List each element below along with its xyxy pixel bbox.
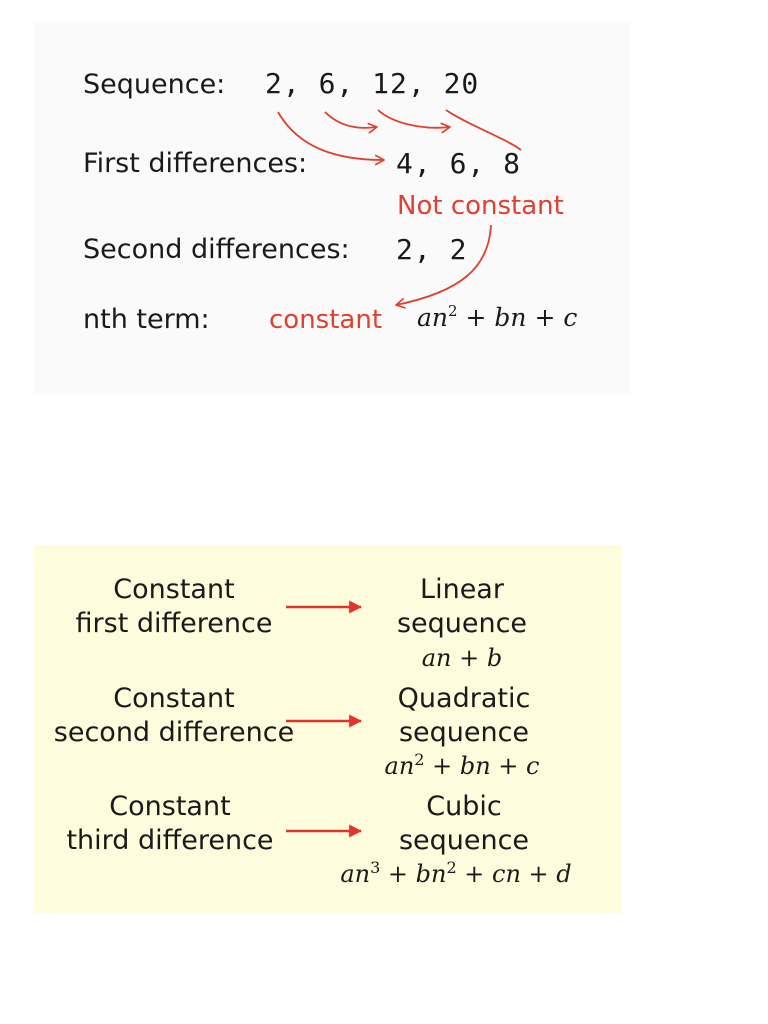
rule-formula-cubic: $an^3 + bn^2$ + cn + d	[340, 858, 572, 888]
rule-condition-second: Constant second difference	[53, 683, 295, 748]
nth-term-label: nth term:	[83, 304, 210, 335]
second-differences-label: Second differences:	[83, 234, 350, 265]
sequence-values: 2, 6, 12, 20	[265, 67, 480, 100]
rule-result-cubic: Cubic sequence	[398, 791, 530, 856]
first-differences-label: First differences:	[83, 148, 308, 179]
second-differences-values: 2, 2	[396, 233, 468, 266]
sequence-label: Sequence:	[83, 69, 226, 100]
nth-term-formula: $an^2$ + bn + c	[417, 302, 578, 332]
rule-result-quadratic: Quadratic sequence	[397, 683, 531, 748]
rule-condition-third: Constant third difference	[66, 791, 274, 856]
not-constant-note: Not constant	[397, 191, 564, 221]
constant-note: constant	[269, 305, 383, 335]
rule-formula-quadratic: $an^2$ + bn + c	[384, 750, 540, 780]
rule-result-linear: Linear sequence	[396, 574, 528, 639]
rule-condition-first: Constant first difference	[75, 574, 273, 639]
rule-formula-linear: an + b	[421, 644, 503, 672]
first-differences-values: 4, 6, 8	[396, 147, 522, 180]
